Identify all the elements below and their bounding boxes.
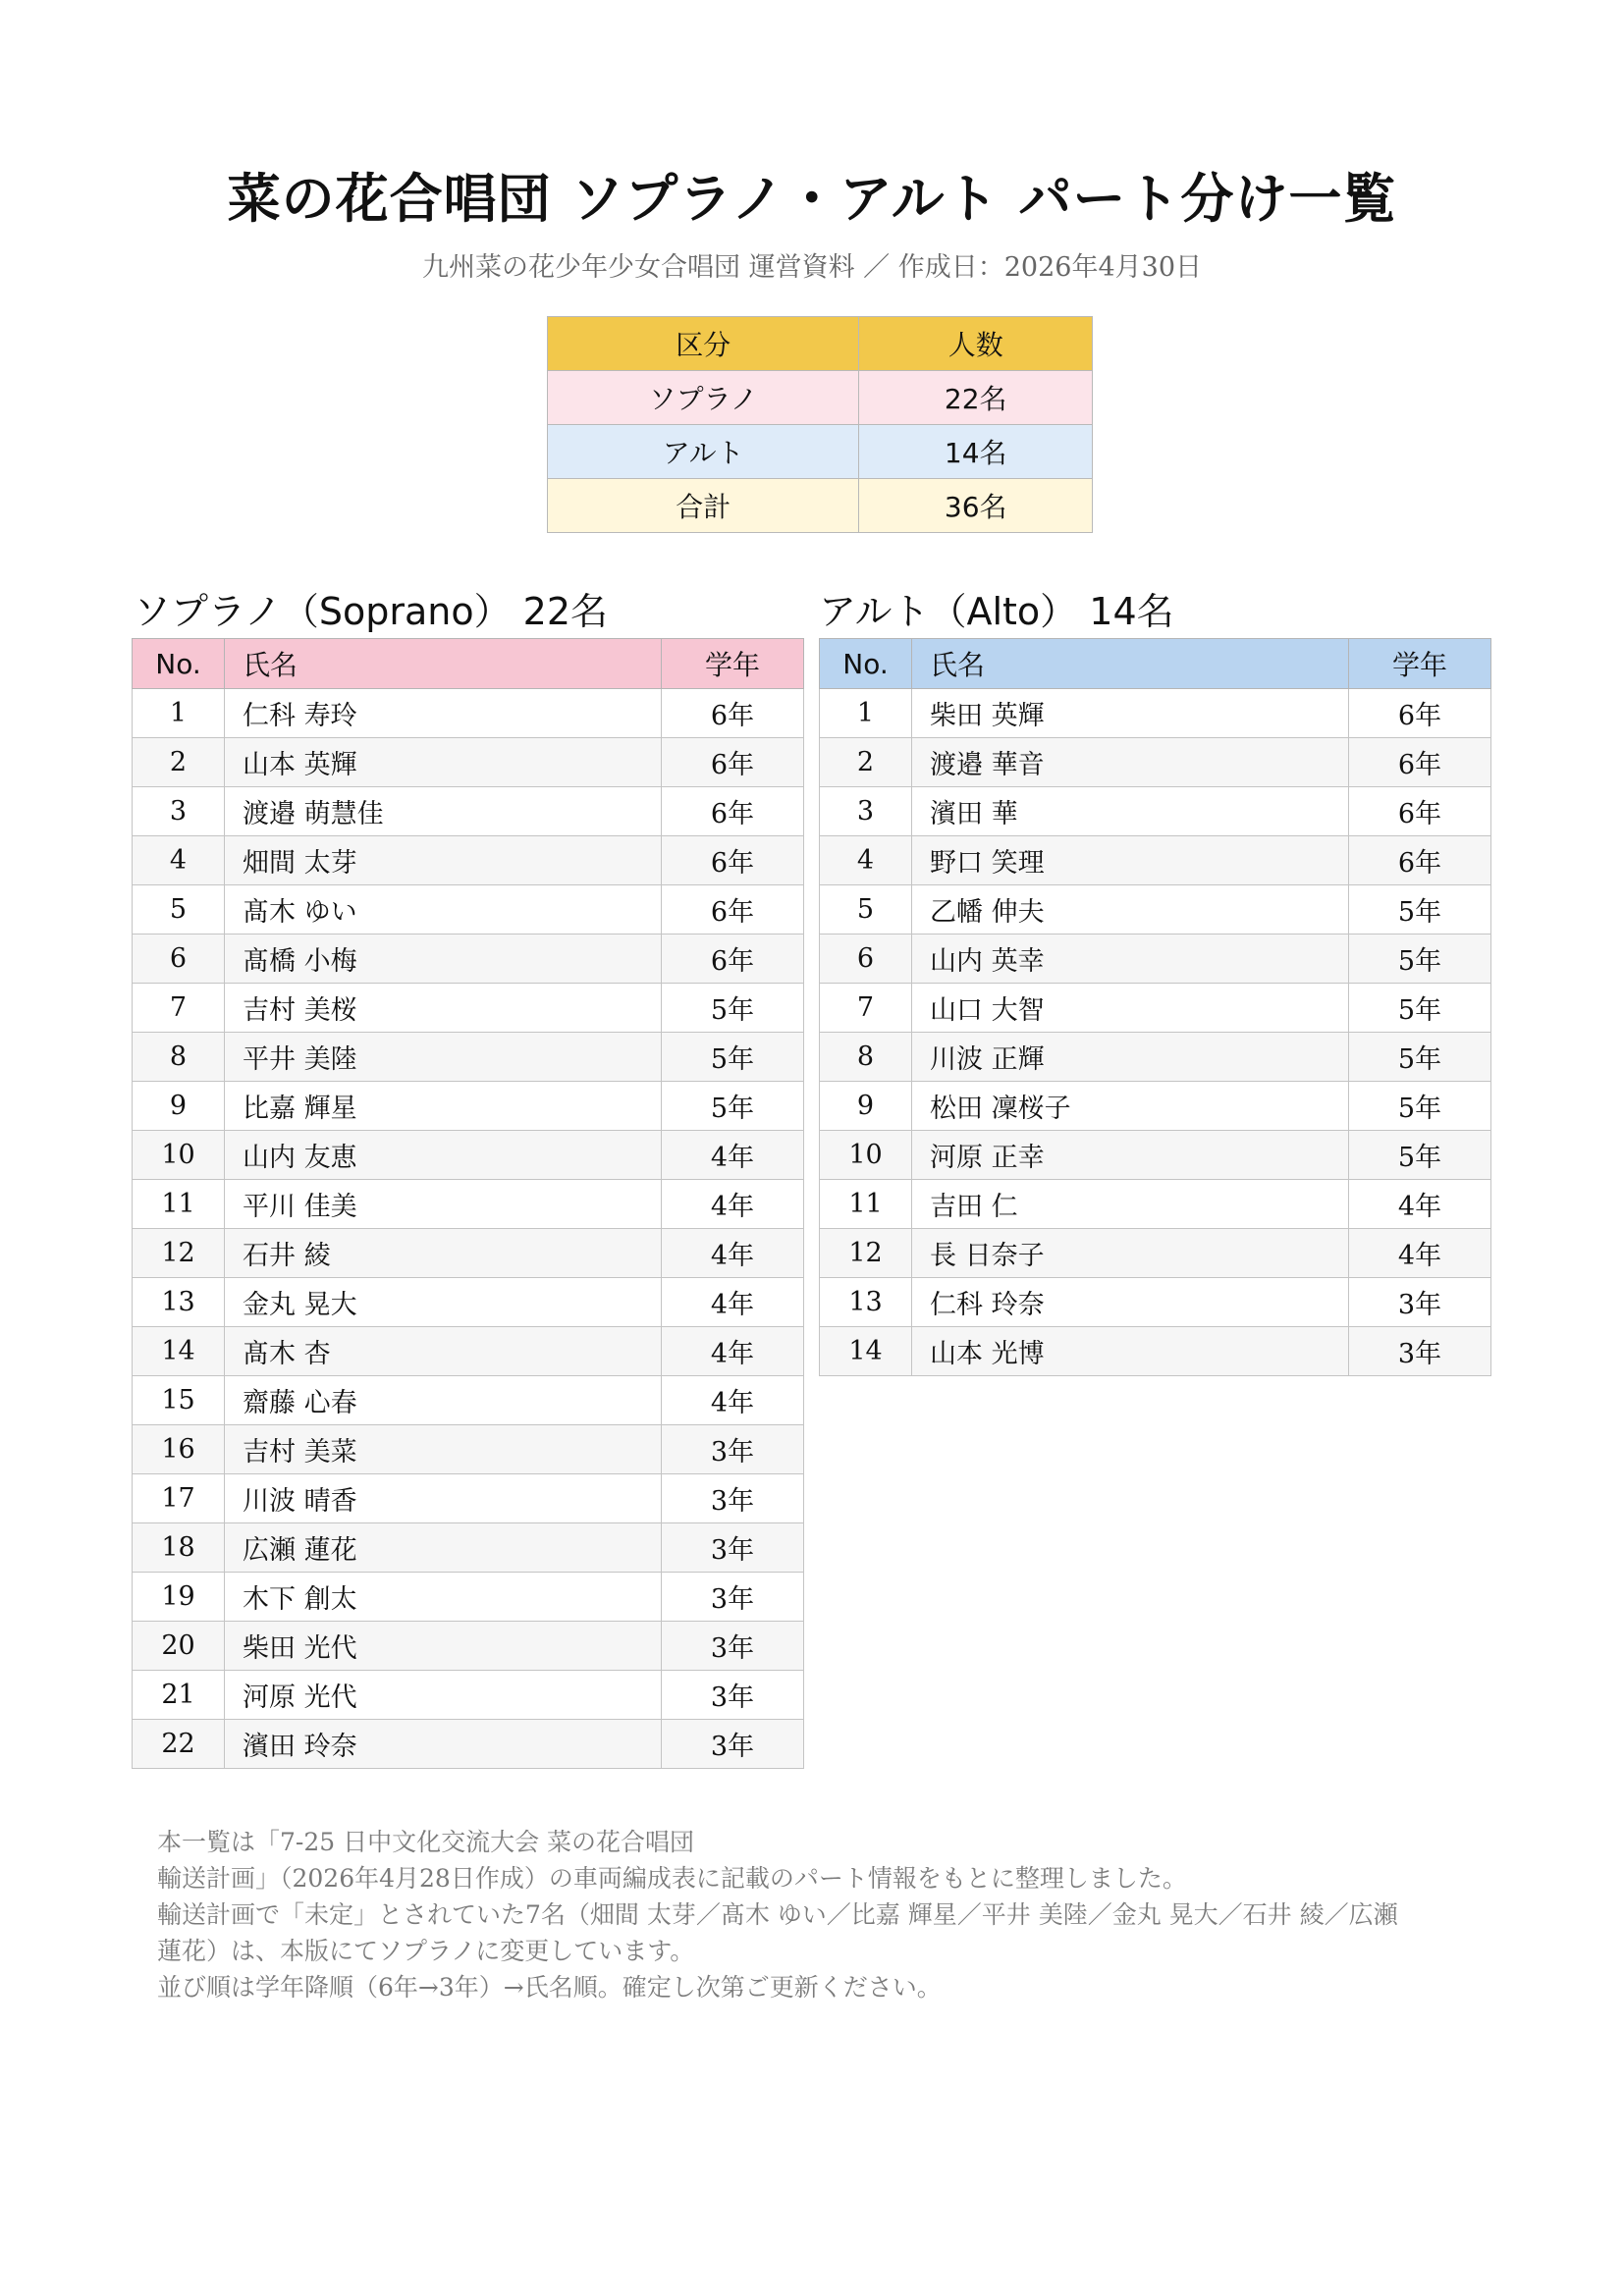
column-header-name: 氏名 [912,639,1349,689]
table-row [820,1180,1491,1229]
member-name: 仁科 寿玲 [225,689,662,738]
member-grade: 3年 [662,1720,804,1769]
summary-label: 合計 [548,479,859,533]
row-number: 14 [820,1327,912,1376]
row-number: 6 [133,934,225,984]
row-number: 20 [133,1622,225,1671]
member-name: 平川 佳美 [225,1180,662,1229]
member-name: 乙幡 伸夫 [912,885,1349,934]
member-name: 木下 創太 [225,1573,662,1622]
table-row [820,984,1491,1033]
table-row [133,1671,804,1720]
member-name: 広瀬 蓮花 [225,1523,662,1573]
member-grade: 4年 [662,1376,804,1425]
member-grade: 6年 [662,885,804,934]
member-name: 吉田 仁 [912,1180,1349,1229]
member-grade: 6年 [662,836,804,885]
table-row [133,836,804,885]
member-name: 柴田 光代 [225,1622,662,1671]
member-name: 山本 光博 [912,1327,1349,1376]
member-name: 渡邉 萌慧佳 [225,787,662,836]
summary-count: 36名 [859,479,1093,533]
table-row [820,1278,1491,1327]
table-row [820,689,1491,738]
note-line: 輸送計画」（2026年4月28日作成）の車両編成表に記載のパート情報をもとに整理しました。 [157,1864,1187,1893]
member-grade: 3年 [662,1671,804,1720]
member-name: 吉村 美菜 [225,1425,662,1474]
table-row [133,1720,804,1769]
summary-row-soprano [548,371,1093,425]
table-row [820,787,1491,836]
soprano-table [132,638,804,1769]
member-grade: 4年 [662,1278,804,1327]
row-number: 11 [820,1180,912,1229]
table-row [133,1229,804,1278]
alto-rows [820,689,1491,1376]
row-number: 18 [133,1523,225,1573]
table-row [133,885,804,934]
member-grade: 5年 [662,984,804,1033]
member-name: 山本 英輝 [225,738,662,787]
row-number: 8 [820,1033,912,1082]
row-number: 13 [133,1278,225,1327]
member-name: 金丸 晃大 [225,1278,662,1327]
table-row [133,1622,804,1671]
table-row [133,738,804,787]
summary-header-count: 人数 [859,317,1093,371]
member-grade: 3年 [1349,1327,1491,1376]
table-row [133,1131,804,1180]
row-number: 3 [820,787,912,836]
table-row [133,1082,804,1131]
member-grade: 6年 [1349,738,1491,787]
member-name: 長 日奈子 [912,1229,1349,1278]
member-grade: 6年 [662,738,804,787]
member-grade: 3年 [662,1425,804,1474]
member-name: 比嘉 輝星 [225,1082,662,1131]
alto-section-title: アルト（Alto） 14名 [819,590,1174,633]
member-grade: 4年 [1349,1229,1491,1278]
member-grade: 4年 [662,1327,804,1376]
summary-table [547,316,1093,533]
table-row [133,1523,804,1573]
member-name: 髙木 ゆい [225,885,662,934]
row-number: 6 [820,934,912,984]
member-grade: 4年 [1349,1180,1491,1229]
member-grade: 5年 [662,1082,804,1131]
table-row [133,1425,804,1474]
table-row [133,689,804,738]
row-number: 21 [133,1671,225,1720]
summary-row-total [548,479,1093,533]
notes-block [157,1824,1434,2005]
row-number: 3 [133,787,225,836]
alto-header-row [820,639,1491,689]
member-name: 髙木 杏 [225,1327,662,1376]
row-number: 14 [133,1327,225,1376]
member-grade: 3年 [662,1523,804,1573]
table-row [133,787,804,836]
summary-label: アルト [548,425,859,479]
table-row [133,1278,804,1327]
row-number: 12 [820,1229,912,1278]
row-number: 11 [133,1180,225,1229]
member-grade: 5年 [662,1033,804,1082]
member-grade: 6年 [662,689,804,738]
row-number: 1 [820,689,912,738]
row-number: 2 [820,738,912,787]
row-number: 10 [820,1131,912,1180]
column-header-no: No. [820,639,912,689]
table-row [820,885,1491,934]
soprano-rows [133,689,804,1769]
member-grade: 4年 [662,1229,804,1278]
row-number: 22 [133,1720,225,1769]
member-name: 山内 英幸 [912,934,1349,984]
member-name: 髙橋 小梅 [225,934,662,984]
summary-count: 22名 [859,371,1093,425]
note-line: 蓮花）は、本版にてソプラノに変更しています。 [157,1937,695,1965]
member-name: 平井 美陸 [225,1033,662,1082]
row-number: 13 [820,1278,912,1327]
member-grade: 3年 [662,1573,804,1622]
row-number: 1 [133,689,225,738]
column-header-grade: 学年 [1349,639,1491,689]
summary-header-row [548,317,1093,371]
member-name: 齋藤 心春 [225,1376,662,1425]
table-row [820,738,1491,787]
member-name: 川波 正輝 [912,1033,1349,1082]
row-number: 4 [133,836,225,885]
member-name: 濱田 玲奈 [225,1720,662,1769]
table-row [133,1573,804,1622]
member-name: 柴田 英輝 [912,689,1349,738]
member-name: 川波 晴香 [225,1474,662,1523]
member-grade: 6年 [1349,836,1491,885]
row-number: 10 [133,1131,225,1180]
row-number: 7 [820,984,912,1033]
summary-row-alto [548,425,1093,479]
member-name: 畑間 太芽 [225,836,662,885]
summary-header-category: 区分 [548,317,859,371]
member-grade: 5年 [1349,1033,1491,1082]
table-row [820,1327,1491,1376]
table-row [820,934,1491,984]
member-grade: 6年 [1349,787,1491,836]
member-name: 吉村 美桜 [225,984,662,1033]
member-grade: 4年 [662,1131,804,1180]
member-name: 山内 友恵 [225,1131,662,1180]
table-row [820,1131,1491,1180]
summary-label: ソプラノ [548,371,859,425]
column-header-no: No. [133,639,225,689]
member-grade: 3年 [662,1474,804,1523]
member-name: 河原 光代 [225,1671,662,1720]
table-row [133,1474,804,1523]
row-number: 5 [133,885,225,934]
note-line: 本一覧は「7-25 日中文化交流大会 菜の花合唱団 [157,1828,695,1856]
table-row [133,1376,804,1425]
column-header-name: 氏名 [225,639,662,689]
table-row [133,1327,804,1376]
alto-table [819,638,1491,1376]
member-grade: 5年 [1349,1082,1491,1131]
member-grade: 5年 [1349,1131,1491,1180]
note-line: 並び順は学年降順（6年→3年）→氏名順。確定し次第ご更新ください。 [157,1973,942,2002]
table-row [133,1180,804,1229]
row-number: 7 [133,984,225,1033]
member-grade: 6年 [1349,689,1491,738]
member-grade: 5年 [1349,984,1491,1033]
member-grade: 3年 [1349,1278,1491,1327]
row-number: 9 [133,1082,225,1131]
table-row [133,934,804,984]
summary-count: 14名 [859,425,1093,479]
column-header-grade: 学年 [662,639,804,689]
row-number: 15 [133,1376,225,1425]
row-number: 19 [133,1573,225,1622]
row-number: 2 [133,738,225,787]
row-number: 12 [133,1229,225,1278]
row-number: 17 [133,1474,225,1523]
row-number: 8 [133,1033,225,1082]
member-grade: 3年 [662,1622,804,1671]
soprano-section-title: ソプラノ（Soprano） 22名 [134,590,609,633]
member-grade: 4年 [662,1180,804,1229]
row-number: 16 [133,1425,225,1474]
member-name: 渡邉 華音 [912,738,1349,787]
member-name: 山口 大智 [912,984,1349,1033]
member-grade: 5年 [1349,934,1491,984]
member-grade: 6年 [662,787,804,836]
member-name: 野口 笑理 [912,836,1349,885]
note-line: 輸送計画で「未定」とされていた7名（畑間 太芽／髙木 ゆい／比嘉 輝星／平井 美陸／金丸 晃大／石井 綾／広瀬 [157,1900,1398,1929]
member-name: 石井 綾 [225,1229,662,1278]
page-subtitle: 九州菜の花少年少女合唱団 運営資料 ／ 作成日：2026年4月30日 [422,252,1202,283]
row-number: 4 [820,836,912,885]
member-grade: 6年 [662,934,804,984]
member-name: 仁科 玲奈 [912,1278,1349,1327]
row-number: 9 [820,1082,912,1131]
table-row [820,1082,1491,1131]
member-grade: 5年 [1349,885,1491,934]
row-number: 5 [820,885,912,934]
member-name: 河原 正幸 [912,1131,1349,1180]
table-row [820,1033,1491,1082]
table-row [820,1229,1491,1278]
table-row [133,1033,804,1082]
member-name: 松田 凜桜子 [912,1082,1349,1131]
table-row [133,984,804,1033]
member-name: 濱田 華 [912,787,1349,836]
table-row [820,836,1491,885]
soprano-header-row [133,639,804,689]
page-title: 菜の花合唱団 ソプラノ・アルト パート分け一覧 [227,168,1397,230]
